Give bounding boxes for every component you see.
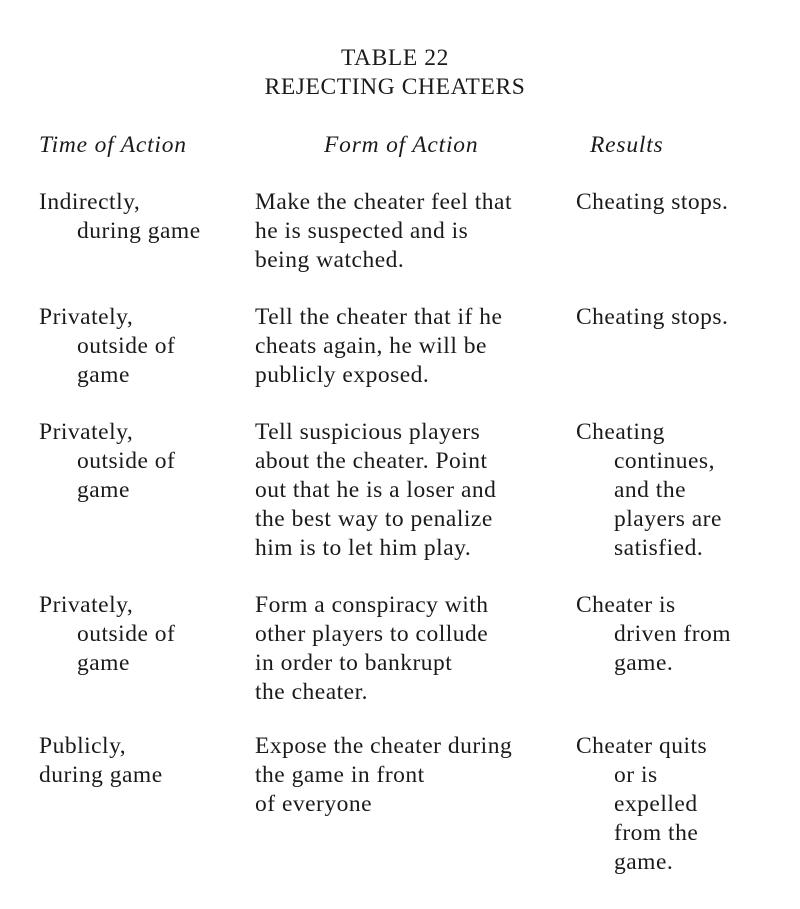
table-cell-line: Privately,	[39, 592, 134, 618]
table-cell-line: him is to let him play.	[255, 535, 472, 561]
table-cell-line: outside of	[77, 333, 176, 359]
row-2-time-cell	[39, 303, 175, 390]
table-cell-line: or is	[614, 762, 658, 788]
table-cell-line: in order to bankrupt	[255, 650, 453, 676]
table-cell-line: driven from	[614, 621, 732, 647]
table-cell-line: the best way to penalize	[255, 506, 493, 532]
table-cell-line: game	[77, 650, 130, 676]
table-cell-line: Make the cheater feel that	[255, 189, 512, 215]
table-title	[0, 44, 790, 102]
table-cell-line: Publicly,	[39, 733, 127, 759]
table-cell-line: Cheating stops.	[576, 189, 729, 215]
table-cell-line: other players to collude	[255, 621, 489, 647]
table-cell-line: Privately,	[39, 419, 134, 445]
table-cell-line: Cheater is	[576, 592, 676, 618]
table-cell-line: Cheating	[576, 419, 665, 445]
table-cell-line: outside of	[77, 448, 176, 474]
table-cell-line: Indirectly,	[39, 189, 141, 215]
row-1-form-cell	[255, 188, 512, 275]
table-cell-line: Cheating stops.	[576, 304, 729, 330]
table-number: TABLE 22	[340, 45, 449, 71]
table-caption: REJECTING CHEATERS	[264, 74, 526, 100]
table-cell-line: publicly exposed.	[255, 362, 430, 388]
row-5-time-cell	[39, 732, 163, 790]
table-cell-line: being watched.	[255, 247, 405, 273]
row-3-time-cell	[39, 418, 175, 505]
table-cell-line: the game in front	[255, 762, 425, 788]
table-cell-line: satisfied.	[614, 535, 704, 561]
table-cell-line: cheats again, he will be	[255, 333, 487, 359]
row-4-time-cell	[39, 591, 175, 678]
table-cell-line: continues,	[614, 448, 715, 474]
table-cell-line: he is suspected and is	[255, 218, 469, 244]
header-time-of-action: Time of Action	[39, 132, 187, 158]
header-form-of-action: Form of Action	[324, 132, 479, 158]
row-5-result-cell	[576, 732, 707, 877]
table-cell-line: the cheater.	[255, 679, 368, 705]
table-cell-line: Form a conspiracy with	[255, 592, 489, 618]
row-4-result-cell	[576, 591, 731, 678]
row-2-result-cell	[576, 303, 728, 332]
table-cell-line: outside of	[77, 621, 176, 647]
table-cell-line: players are	[614, 506, 722, 532]
row-2-form-cell	[255, 303, 502, 390]
row-3-result-cell	[576, 418, 722, 563]
table-cell-line: game	[77, 477, 130, 503]
table-cell-line: of everyone	[255, 791, 373, 817]
row-1-result-cell	[576, 188, 728, 217]
header-results: Results	[590, 132, 664, 158]
table-cell-line: during game	[77, 218, 201, 244]
row-5-form-cell	[255, 732, 512, 819]
table-cell-line: Cheater quits	[576, 733, 708, 759]
table-cell-line: Privately,	[39, 304, 134, 330]
table-cell-line: out that he is a loser and	[255, 477, 497, 503]
table-cell-line: from the	[614, 820, 699, 846]
table-cell-line: game.	[614, 849, 674, 875]
table-cell-line: Tell suspicious players	[255, 419, 481, 445]
table-cell-line: expelled	[614, 791, 698, 817]
table-cell-line: game	[77, 362, 130, 388]
table-cell-line: game.	[614, 650, 674, 676]
table-cell-line: about the cheater. Point	[255, 448, 488, 474]
table-cell-line: Tell the cheater that if he	[255, 304, 503, 330]
table-cell-line: and the	[614, 477, 687, 503]
row-4-form-cell	[255, 591, 489, 707]
row-3-form-cell	[255, 418, 496, 563]
table-cell-line: during game	[39, 762, 163, 788]
table-cell-line: Expose the cheater during	[255, 733, 513, 759]
row-1-time-cell	[39, 188, 201, 246]
